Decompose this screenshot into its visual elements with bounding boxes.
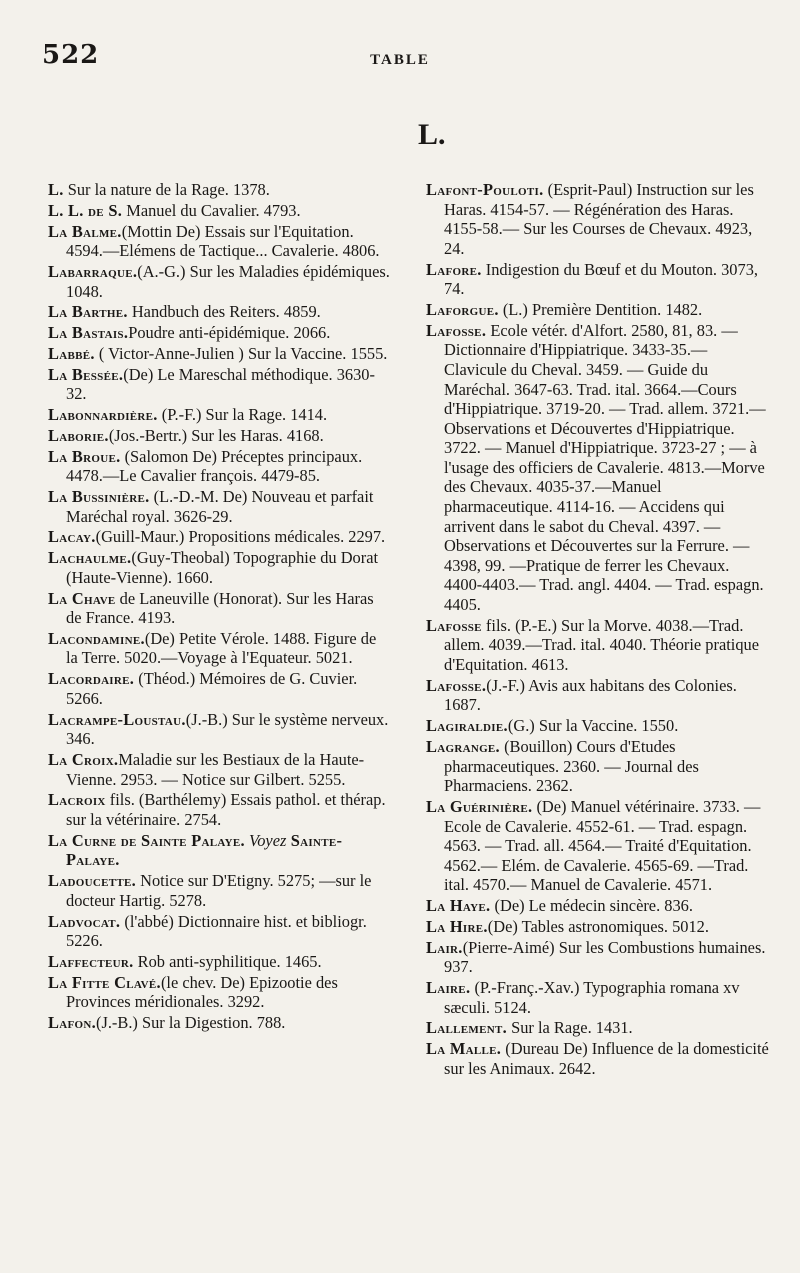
entry-text: fils. (Barthélemy) Essais pathol. et thérap. sur la vétérinaire. 2754. — [66, 790, 386, 829]
entry-headword: La Bussinière. — [48, 486, 150, 506]
entry-headword: Lafosse — [426, 615, 482, 635]
entry-text: (l'abbé) Dictionnaire hist. et bibliogr. 5226. — [66, 911, 367, 951]
entry-headword: La Haye. — [426, 896, 491, 916]
index-entry — [48, 669, 392, 708]
entry-text: Manuel du Cavalier. 4793. — [122, 200, 301, 220]
entry-text: Sur la Rage. 1431. — [507, 1018, 633, 1038]
entry-headword: La Fitte Clavé. — [48, 972, 161, 992]
entry-headword: L. L. de S. — [48, 200, 123, 220]
entry-text: (Guill-Maur.) Propositions médicales. 2297. — [95, 527, 386, 547]
index-entry — [426, 300, 770, 320]
page-number: 522 — [42, 40, 100, 70]
left-column — [48, 180, 392, 1034]
index-entry — [48, 871, 392, 910]
entry-text: (Dureau De) Influence de la domesticité sur les Animaux. 2642. — [444, 1039, 769, 1078]
index-entry — [426, 321, 770, 615]
index-entry — [48, 548, 392, 587]
entry-headword: La Curne de Sainte Palaye. — [48, 830, 245, 850]
index-entry — [426, 978, 770, 1017]
entry-text: (De) Le médecin sincère. 836. — [490, 896, 693, 916]
entry-text: (Jos.-Bertr.) Sur les Haras. 4168. — [108, 425, 324, 445]
index-entry — [48, 790, 392, 829]
entry-headword: Lallement. — [426, 1018, 507, 1038]
entry-text: (Théod.) Mémoires de G. Cuvier. 5266. — [66, 669, 358, 708]
index-entry — [48, 405, 392, 425]
entry-headword: La Chave — [48, 588, 116, 608]
index-entry — [48, 589, 392, 628]
entry-text: (Bouillon) Cours d'Etudes pharmaceutiques. 2360. — Journal des Pharmaciens. 2362. — [444, 736, 699, 796]
entry-text: (L.-D.-M. De) Nouveau et parfait Maréchal royal. 3626-29. — [66, 486, 374, 526]
entry-headword: La Barthe. — [48, 302, 128, 322]
index-entry — [48, 527, 392, 547]
index-entry — [426, 797, 770, 895]
index-entry — [48, 365, 392, 404]
entry-headword: Lacroix — [48, 790, 106, 810]
entry-text: (A.-G.) Sur les Maladies épidémiques. 1048. — [66, 261, 390, 301]
entry-headword: Labbé. — [48, 343, 95, 363]
index-entry — [48, 710, 392, 749]
index-entry — [48, 447, 392, 486]
entry-text: Notice sur D'Etigny. 5275; —sur le docteur Hartig. 5278. — [66, 871, 372, 910]
index-entry — [48, 344, 392, 364]
index-entry — [426, 917, 770, 937]
entry-headword: La Bastais. — [48, 323, 129, 343]
index-entry — [426, 260, 770, 299]
entry-headword: La Balme. — [48, 221, 122, 241]
entry-headword: Lafosse. — [426, 675, 487, 695]
entry-text: Rob anti-syphilitique. 1465. — [133, 951, 322, 971]
entry-headword: La Hire. — [426, 916, 488, 936]
index-entry — [48, 262, 392, 301]
entry-text: (G.) Sur la Vaccine. 1550. — [507, 716, 679, 736]
entry-headword: Lacondamine. — [48, 628, 145, 648]
index-entry — [426, 180, 770, 258]
entry-text: Handbuch des Reiters. 4859. — [127, 302, 321, 322]
index-entry — [48, 426, 392, 446]
index-entry — [48, 750, 392, 789]
index-entry — [48, 952, 392, 972]
entry-headword: Ladvocat. — [48, 911, 121, 931]
entry-headword: Laire. — [426, 978, 471, 997]
right-column — [426, 180, 770, 1080]
entry-text: (De) Manuel vétérinaire. 3733. — Ecole de Cavalerie. 4552-61. — Trad. espagn. 4563. — Trad. all. 4564.— Traité d'Equitation. 4562.— Elém. de Cavalerie. 4565-69. —Trad. ital. 4570.— Manuel de Cavalerie. 4571. — [444, 796, 761, 895]
index-entry — [48, 180, 392, 200]
entry-headword: Lachaulme. — [48, 548, 132, 568]
entry-headword: Lafont-Pouloti. — [426, 180, 544, 199]
index-entry — [426, 716, 770, 736]
index-entry — [48, 222, 392, 261]
entry-headword: Lafon. — [48, 1013, 96, 1033]
entry-text: (Pierre-Aimé) Sur les Combustions humaines. 937. — [444, 937, 766, 977]
index-entry — [426, 676, 770, 715]
entry-headword: Labarraque. — [48, 261, 138, 281]
entry-text: Maladie sur les Bestiaux de la Haute-Vienne. 2953. — Notice sur Gilbert. 5255. — [66, 750, 365, 789]
entry-text: (Salomon De) Préceptes principaux. 4478.—Le Cavalier françois. 4479-85. — [66, 446, 363, 486]
entry-headword: Lagiraldie. — [426, 716, 508, 736]
index-entry — [426, 896, 770, 916]
entry-text: ( Victor-Anne-Julien ) Sur la Vaccine. 1555. — [94, 343, 388, 363]
entry-headword: Lacrampe-Loustau. — [48, 709, 186, 729]
entry-text: (L.) Première Dentition. 1482. — [498, 299, 703, 319]
entry-text: (J.-B.) Sur la Digestion. 788. — [96, 1013, 286, 1033]
entry-headword: Lagrange. — [426, 736, 500, 756]
entry-text: (J.-F.) Avis aux habitans des Colonies. 1687. — [444, 675, 737, 715]
entry-text: (De) Tables astronomiques. 5012. — [487, 916, 709, 936]
entry-text: (le chev. De) Epizootie des Provinces méridionales. 3292. — [66, 972, 338, 1012]
section-letter: L. — [418, 118, 446, 151]
entry-text: (Esprit-Paul) Instruction sur les Haras. 4154-57. — Régénération des Haras. 4155-58.— Sur les Courses de Chevaux. 4923, 24. — [444, 180, 754, 258]
index-entry — [48, 973, 392, 1012]
entry-headword: Laforgue. — [426, 299, 499, 319]
entry-text: Sur la nature de la Rage. 1378. — [63, 180, 270, 199]
entry-text: de Laneuville (Honorat). Sur les Haras de France. 4193. — [66, 588, 374, 628]
entry-text: Poudre anti-épidémique. 2066. — [128, 323, 331, 343]
index-entry — [426, 1039, 770, 1078]
entry-text: (Guy-Theobal) Topographie du Dorat (Haute-Vienne). 1660. — [66, 548, 379, 587]
entry-headword: Labonnardière. — [48, 405, 158, 425]
entry-text: Indigestion du Bœuf et du Mouton. 3073, 74. — [444, 259, 758, 299]
entry-headword: La Malle. — [426, 1039, 502, 1059]
entry-headword: Lair. — [426, 937, 463, 957]
index-entry — [48, 831, 392, 870]
entry-headword: L. — [48, 180, 64, 199]
index-entry — [48, 629, 392, 668]
index-entry — [426, 737, 770, 796]
entry-headword: Lacay. — [48, 527, 96, 547]
entry-headword: Laborie. — [48, 425, 109, 445]
index-entry — [426, 616, 770, 675]
entry-text: (Mottin De) Essais sur l'Equitation. 4594.—Elémens de Tactique... Cavalerie. 4806. — [66, 221, 380, 261]
entry-text: (P.-Franç.-Xav.) Typographia romana xv sæculi. 5124. — [444, 978, 740, 1017]
index-entry — [48, 302, 392, 322]
index-entry — [426, 938, 770, 977]
entry-headword: La Guérinière. — [426, 796, 533, 816]
entry-headword: Lafosse. — [426, 320, 487, 340]
index-entry — [48, 1013, 392, 1033]
index-entry — [48, 487, 392, 526]
entry-text: (P.-F.) Sur la Rage. 1414. — [157, 405, 328, 425]
entry-text: (De) Petite Vérole. 1488. Figure de la Terre. 5020.—Voyage à l'Equateur. 5021. — [66, 628, 377, 668]
cross-reference-target: Sainte-Palaye. — [66, 830, 343, 870]
index-entry — [48, 912, 392, 951]
entry-text: (J.-B.) Sur le système nerveux. 346. — [66, 709, 389, 749]
running-title: TABLE — [370, 52, 430, 68]
entry-headword: La Croix. — [48, 750, 119, 769]
cross-reference-label: Voyez — [249, 830, 287, 850]
index-entry — [48, 323, 392, 343]
index-entry — [48, 201, 392, 221]
entry-headword: Laffecteur. — [48, 951, 134, 971]
entry-headword: La Broue. — [48, 446, 121, 466]
entry-headword: Ladoucette. — [48, 871, 137, 891]
entry-headword: La Bessée. — [48, 364, 124, 384]
entry-text: fils. (P.-E.) Sur la Morve. 4038.—Trad. allem. 4039.—Trad. ital. 4040. Théorie pratique d'Equitation. 4613. — [444, 615, 760, 674]
index-entry — [426, 1018, 770, 1038]
entry-headword: Lacordaire. — [48, 669, 135, 689]
entry-headword: Lafore. — [426, 259, 482, 279]
entry-text: (De) Le Mareschal méthodique. 3630-32. — [66, 364, 375, 404]
entry-text: Ecole vétér. d'Alfort. 2580, 81, 83. — Dictionnaire d'Hippiatrique. 3433-35.—Clavicule du Cheval. 3459. — Guide du Maréchal. 3647-63. Trad. ital. 3664.—Cours d'Hippiatrique. 3719-20. — Trad. allem. 3721.— Observations et Découvertes d'Hippiatrique. 3722. — Manuel d'Hippiatrique. 3723-27 ; — à l'usage des officiers de Cavalerie. 4813.—Morve des Chevaux. 4035-37.—Manuel pharmaceutique. 4114-16. — Accidens qui arrivent dans le sabot du Cheval. 4397. — Observations et Découvertes sur la Ferrure. — 4398, 99. —Pratique de ferrer les Chevaux. 4400-4403.— Trad. angl. 4404. — Trad. espagn. 4405. — [444, 320, 766, 615]
